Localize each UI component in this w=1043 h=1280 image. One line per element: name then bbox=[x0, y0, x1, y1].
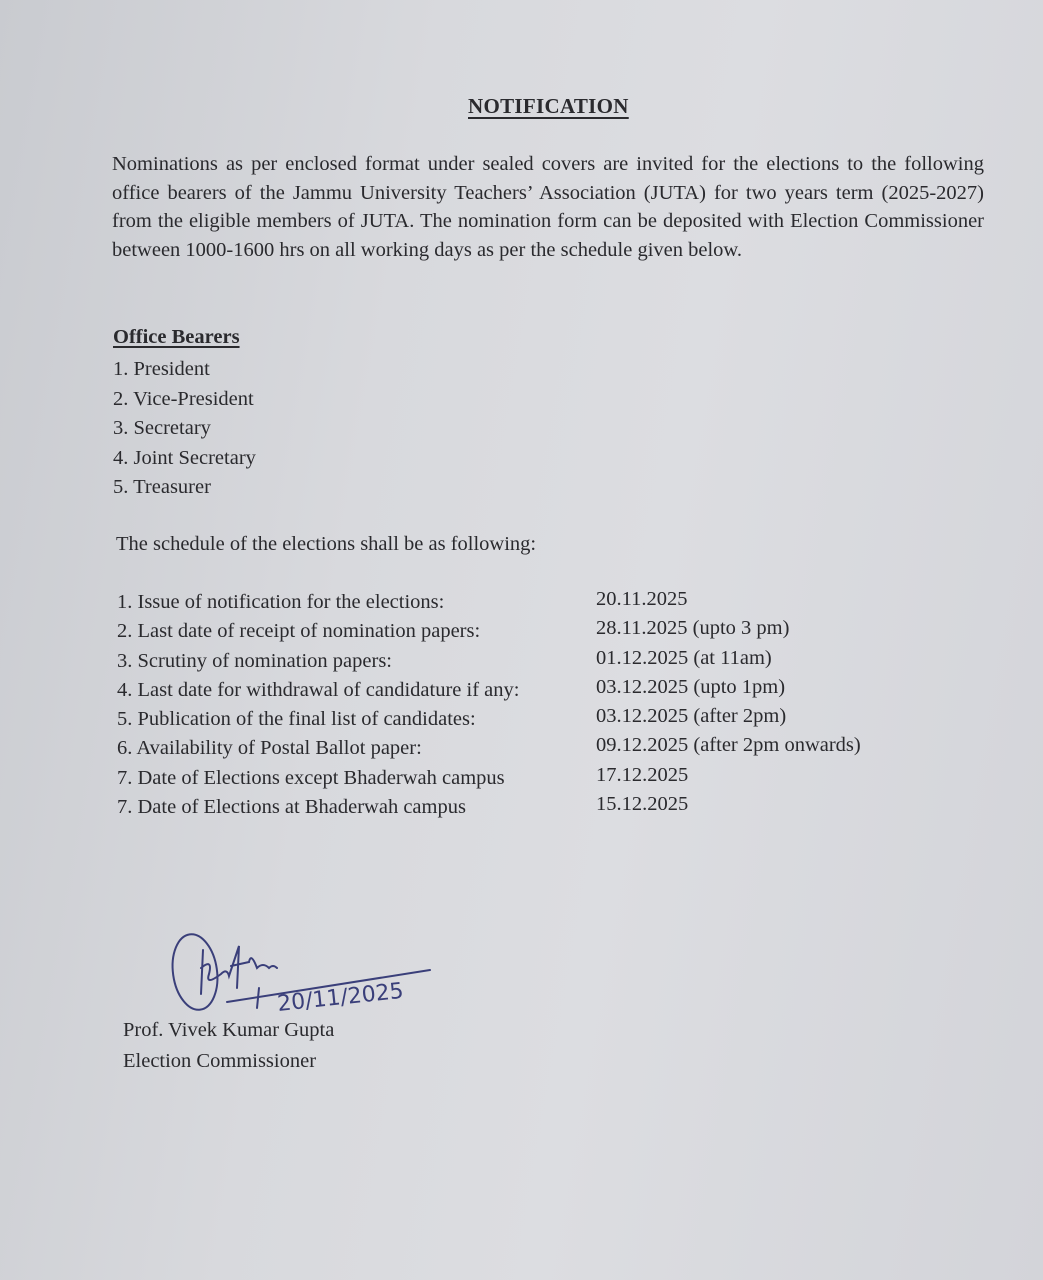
schedule-row bbox=[117, 646, 917, 679]
schedule-label: 4. Last date for withdrawal of candidature if any: bbox=[117, 678, 520, 701]
signatory-role: Election Commissioner bbox=[123, 1050, 317, 1072]
schedule-date: 09.12.2025 (after 2pm onwards) bbox=[596, 734, 861, 757]
schedule-intro: The schedule of the elections shall be as following: bbox=[116, 533, 537, 555]
handwritten-signature bbox=[165, 928, 445, 1018]
schedule-row bbox=[117, 763, 917, 796]
schedule-table bbox=[117, 588, 917, 825]
notification-paragraph: Nominations as per enclosed format under sealed covers are invited for the elections to the following office bearers of the Jammu University Teachers’ Association (JUTA) for two years term (2025-2027) from the eligible members of JUTA. The nomination form can be deposited with Election Commissioner between 1000-1600 hrs on all working days as per the schedule given below. bbox=[112, 153, 984, 261]
schedule-date: 01.12.2025 (at 11am) bbox=[596, 646, 772, 669]
schedule-date: 03.12.2025 (upto 1pm) bbox=[596, 675, 786, 698]
schedule-date: 28.11.2025 (upto 3 pm) bbox=[596, 617, 790, 640]
schedule-date: 15.12.2025 bbox=[596, 793, 689, 816]
office-bearer-item: 3. Secretary bbox=[113, 417, 211, 440]
office-bearer-item: 5. Treasurer bbox=[113, 476, 211, 499]
schedule-row bbox=[117, 617, 917, 649]
office-bearer-item: 2. Vice-President bbox=[113, 387, 254, 410]
signature-date: 20/11/2025 bbox=[276, 978, 405, 1017]
schedule-row bbox=[117, 734, 917, 766]
office-bearer-item: 1. President bbox=[113, 358, 210, 380]
office-bearers-list bbox=[113, 355, 256, 503]
schedule-label: 7. Date of Elections except Bhaderwah campus bbox=[117, 766, 505, 789]
schedule-row bbox=[117, 793, 917, 825]
schedule-label: 6. Availability of Postal Ballot paper: bbox=[117, 737, 422, 760]
signatory-name: Prof. Vivek Kumar Gupta bbox=[123, 1019, 335, 1041]
office-bearers-heading: Office Bearers bbox=[113, 326, 240, 348]
schedule-date: 20.11.2025 bbox=[596, 588, 688, 610]
schedule-label: 3. Scrutiny of nomination papers: bbox=[117, 649, 392, 672]
schedule-row bbox=[117, 588, 917, 620]
schedule-row bbox=[117, 675, 917, 708]
schedule-label: 5. Publication of the final list of candidates: bbox=[117, 708, 476, 731]
schedule-label: 7. Date of Elections at Bhaderwah campus bbox=[117, 796, 466, 819]
schedule-date: 17.12.2025 bbox=[596, 763, 689, 786]
schedule-label: 1. Issue of notification for the elections: bbox=[117, 591, 445, 613]
schedule-row bbox=[117, 705, 917, 737]
document-title: NOTIFICATION bbox=[468, 94, 629, 118]
schedule-label: 2. Last date of receipt of nomination papers: bbox=[117, 620, 481, 643]
office-bearer-item: 4. Joint Secretary bbox=[113, 446, 256, 469]
schedule-date: 03.12.2025 (after 2pm) bbox=[596, 705, 787, 728]
